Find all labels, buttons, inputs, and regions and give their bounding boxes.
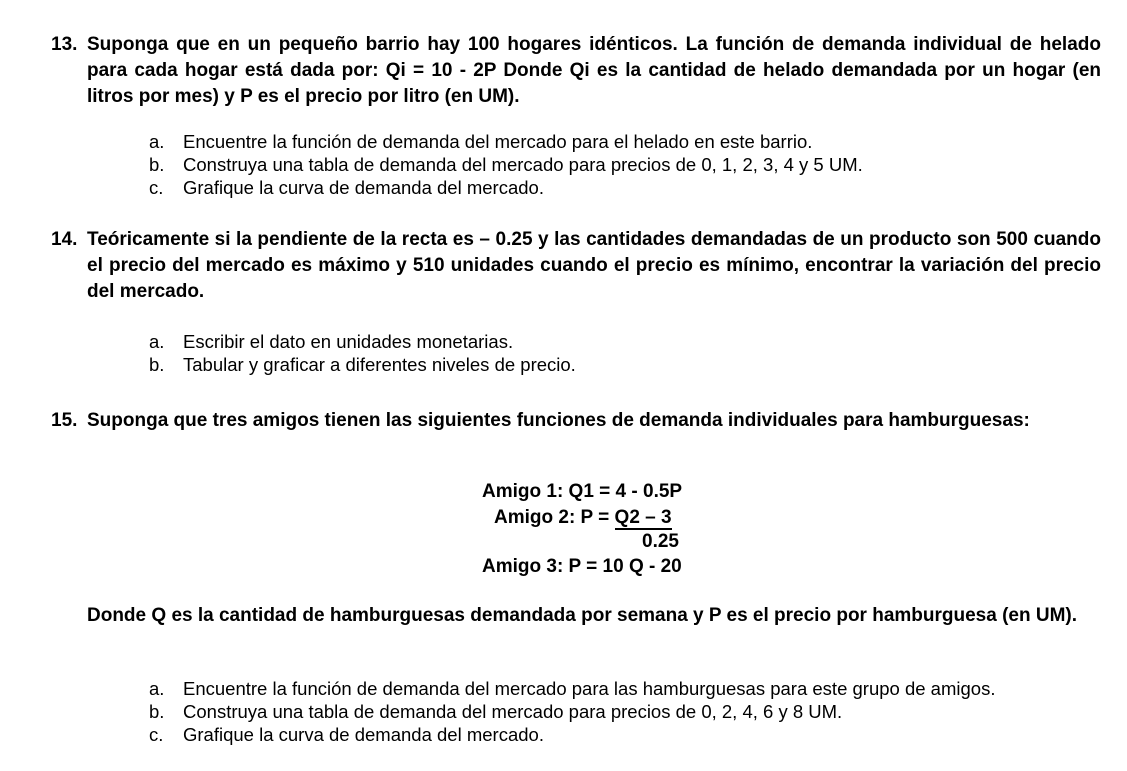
problem-15-note: Donde Q es la cantidad de hamburguesas demandada por semana y P es el precio por hamburguesa (en UM). [87, 605, 1078, 626]
problem-15-heading [51, 408, 1101, 434]
item-text: Grafique la curva de demanda del mercado. [183, 177, 544, 198]
item-letter: a. [149, 331, 165, 352]
item-letter: a. [149, 678, 165, 699]
problem-number: 14. [51, 229, 78, 250]
item-letter: a. [149, 131, 165, 152]
problem-number: 15. [51, 410, 78, 431]
problem-14 [51, 227, 1101, 305]
problem-statement: Suponga que en un pequeño barrio hay 100 hogares idénticos. La función de demanda individual de helado para cada hogar está dada por: Qi = 10 - 2P Donde Qi es la cantidad de helado demandada por un hogar (en litros por mes) y P es el precio por litro (en UM). [87, 34, 1101, 107]
list-item [149, 130, 863, 153]
item-letter: b. [149, 354, 165, 375]
item-letter: b. [149, 701, 165, 722]
item-text: Encuentre la función de demanda del mercado para las hamburguesas para este grupo de amigos. [183, 678, 996, 699]
formula-amigo-2 [494, 507, 672, 530]
list-item [149, 723, 995, 746]
list-item [149, 153, 863, 176]
problem-statement: Suponga que tres amigos tienen las siguientes funciones de demanda individuales para hamburguesas: [87, 410, 1030, 431]
item-letter: c. [149, 177, 164, 198]
problem-13 [51, 32, 1101, 110]
problem-statement: Teóricamente si la pendiente de la recta es – 0.25 y las cantidades demandadas de un producto son 500 cuando el precio del mercado es máximo y 510 unidades cuando el precio es mínimo, encontrar la variación del precio del mercado. [87, 229, 1101, 302]
fraction-numerator: Q2 – 3 [614, 507, 672, 528]
item-text: Escribir el dato en unidades monetarias. [183, 331, 514, 352]
item-letter: b. [149, 154, 165, 175]
problem-14-subitems [149, 330, 576, 376]
problem-13-heading [51, 32, 1101, 110]
list-item [149, 330, 576, 353]
problem-15-subitems [149, 677, 995, 746]
formula-amigo-3: Amigo 3: P = 10 Q - 20 [482, 556, 682, 577]
list-item [149, 700, 995, 723]
item-letter: c. [149, 724, 164, 745]
list-item [149, 677, 995, 700]
problem-13-subitems [149, 130, 863, 199]
fraction-denominator: 0.25 [642, 531, 679, 552]
item-text: Tabular y graficar a diferentes niveles de precio. [183, 354, 576, 375]
formula-amigo-1: Amigo 1: Q1 = 4 - 0.5P [482, 481, 683, 502]
problem-number: 13. [51, 34, 78, 55]
list-item [149, 176, 863, 199]
item-text: Grafique la curva de demanda del mercado. [183, 724, 544, 745]
item-text: Construya una tabla de demanda del mercado para precios de 0, 2, 4, 6 y 8 UM. [183, 701, 843, 722]
problem-14-heading [51, 227, 1101, 305]
item-text: Construya una tabla de demanda del mercado para precios de 0, 1, 2, 3, 4 y 5 UM. [183, 154, 863, 175]
problem-15 [51, 408, 1101, 434]
formula-amigo-2-prefix: Amigo 2: P = [494, 507, 615, 528]
item-text: Encuentre la función de demanda del mercado para el helado en este barrio. [183, 131, 813, 152]
list-item [149, 353, 576, 376]
